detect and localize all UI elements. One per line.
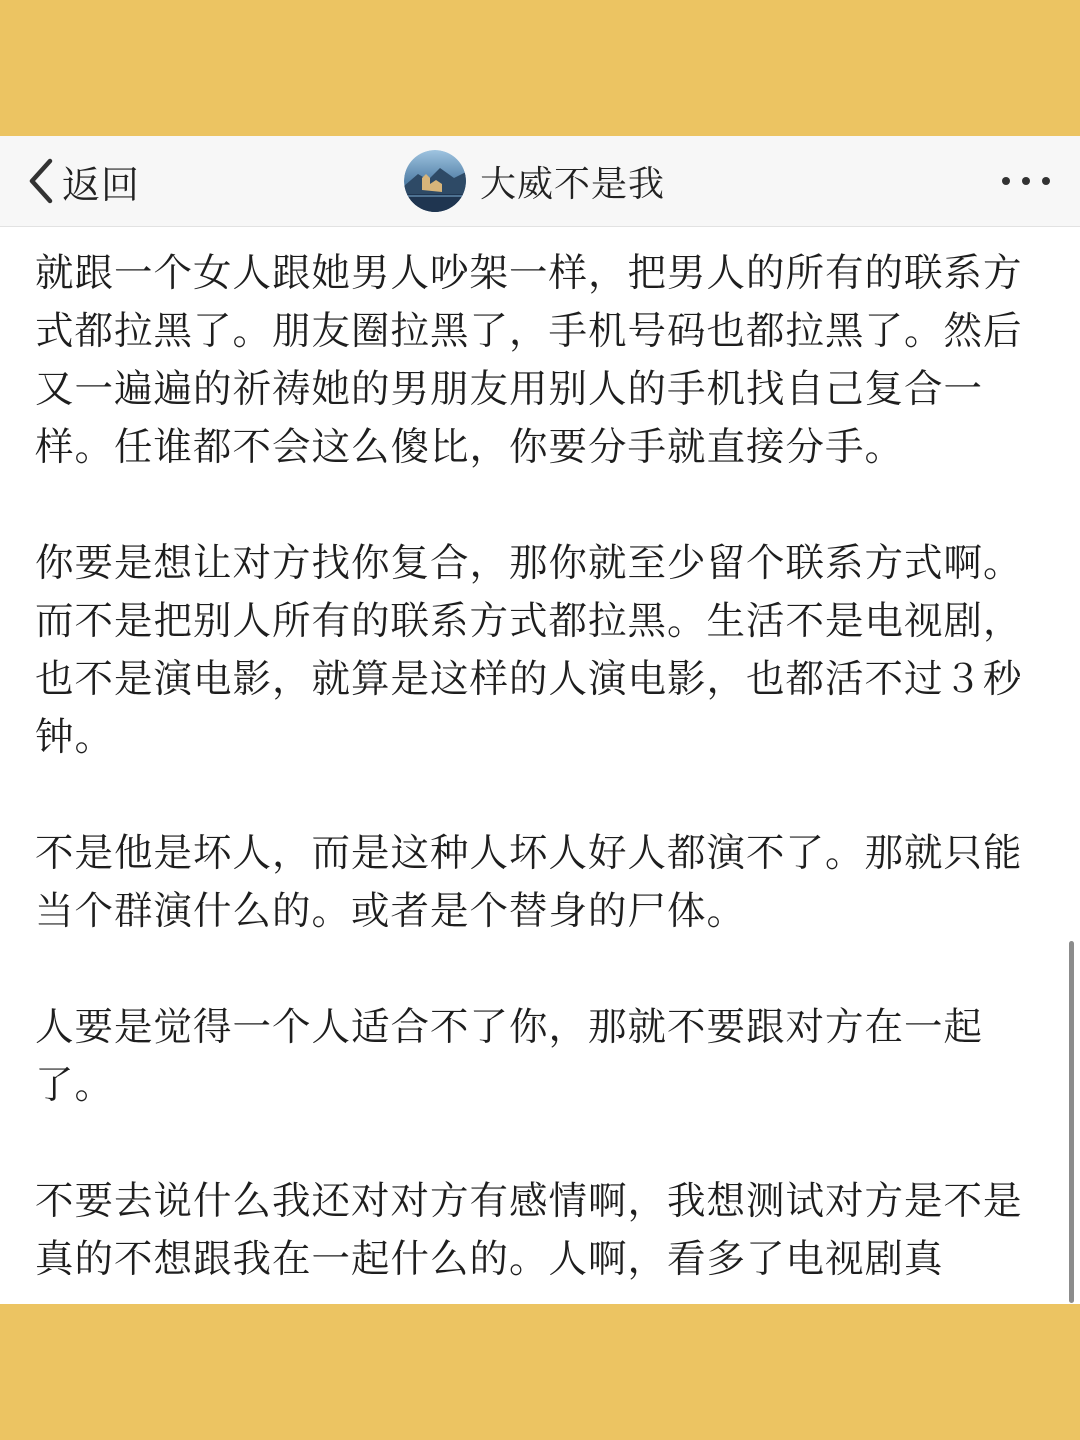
paragraph: 不是他是坏人，而是这种人坏人好人都演不了。那就只能当个群演什么的。或者是个替身的尸体。	[35, 831, 1023, 934]
scrollbar[interactable]	[1069, 941, 1074, 1303]
more-options-button[interactable]	[1002, 136, 1050, 226]
chat-title: 大威不是我	[480, 163, 666, 205]
article-content[interactable]	[0, 227, 1080, 1304]
paragraph: 你要是想让对方找你复合，那你就至少留个联系方式啊。而不是把别人所有的联系方式都拉黑。生活不是电视剧，也不是演电影，就算是这样的人演电影，也都活不过３秒钟。	[35, 541, 1023, 760]
bottom-decorative-band	[0, 1304, 1080, 1440]
chevron-left-icon	[26, 157, 54, 205]
paragraph: 就跟一个女人跟她男人吵架一样，把男人的所有的联系方式都拉黑了。朋友圈拉黑了，手机号码也都拉黑了。然后又一遍遍的祈祷她的男朋友用别人的手机找自己复合一样。任谁都不会这么傻比，你要分手就直接分手。	[35, 251, 1023, 470]
back-button[interactable]	[26, 136, 140, 226]
paragraph: 不要去说什么我还对对方有感情啊，我想测试对方是不是真的不想跟我在一起什么的。人啊，看多了电视剧真	[35, 1179, 1023, 1282]
navigation-bar	[0, 136, 1080, 227]
avatar[interactable]	[404, 150, 466, 212]
chat-header	[404, 136, 665, 226]
more-dots-icon	[1022, 177, 1030, 185]
article-body	[35, 245, 1035, 1304]
back-label: 返回	[62, 162, 141, 207]
paragraph: 人要是觉得一个人适合不了你，那就不要跟对方在一起了。	[35, 1005, 984, 1108]
more-dots-icon	[1042, 177, 1050, 185]
top-decorative-band	[0, 0, 1080, 136]
more-dots-icon	[1002, 177, 1010, 185]
